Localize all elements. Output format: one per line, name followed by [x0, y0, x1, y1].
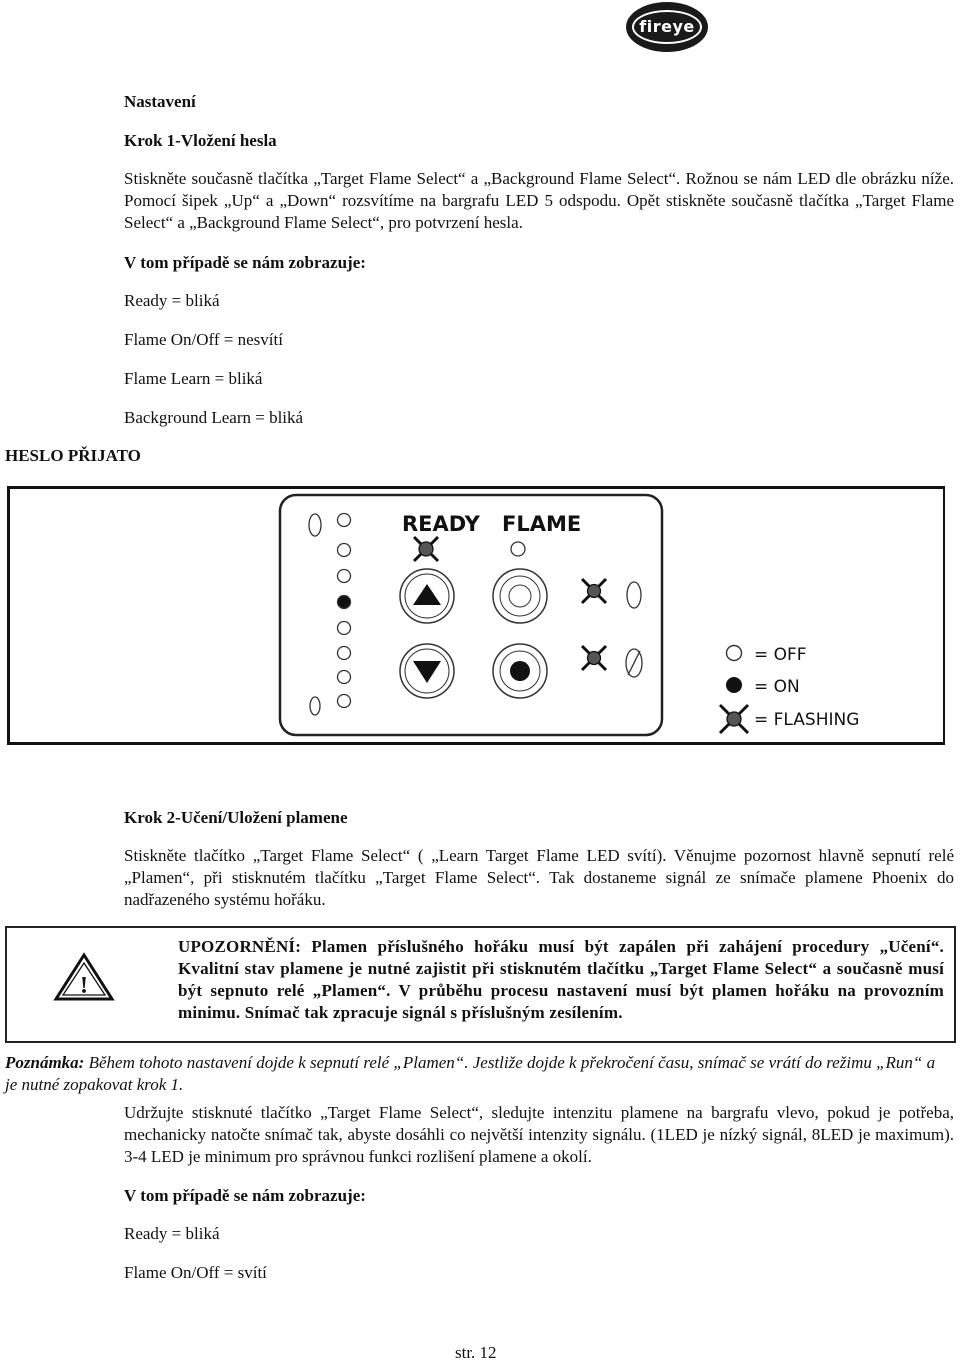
legend-on-icon — [726, 677, 742, 693]
step3-state-ready: Ready = bliká — [124, 1224, 220, 1243]
background-learn-led-flashing — [582, 646, 606, 670]
password-accepted-label: HESLO PŘIJATO — [5, 446, 141, 465]
fireye-logo — [626, 2, 708, 52]
note-label: Poznámka: — [5, 1053, 85, 1072]
step1-title: Krok 1-Vložení hesla — [124, 131, 277, 150]
bargraph-led-2 — [338, 671, 351, 684]
ready-label: READY — [402, 512, 480, 536]
bargraph-bottom-led — [310, 697, 320, 715]
step3-display-heading: V tom případě se nám zobrazuje: — [124, 1186, 366, 1205]
step1-display-heading: V tom případě se nám zobrazuje: — [124, 253, 366, 272]
legend-off-icon — [727, 646, 742, 661]
flame-led-off — [511, 542, 525, 556]
step1-paragraph: Stiskněte současně tlačítka „Target Flame Select“ a „Background Flame Select“. Rožnou se nám LED dle obrázku níže. Pomocí šipek „Up“ a „Down“ rozsvítíme na bargrafu LED 5 odspodu. Opět stiskněte současně tlačítka „Target Flame Select“ a „Background Flame Select“, pro potvrzení hesla. — [124, 169, 954, 232]
bargraph-leds — [309, 514, 351, 716]
bargraph-led-7 — [338, 544, 351, 557]
panel-graphic — [10, 489, 943, 742]
logo-text: fireye — [639, 17, 695, 36]
flame-learn-indicator-icon — [627, 582, 641, 608]
warning-triangle-icon — [53, 952, 115, 1002]
step1-state-background-learn: Background Learn = bliká — [124, 408, 304, 427]
legend-on-label: = ON — [754, 677, 800, 697]
warning-text: UPOZORNĚNÍ: Plamen příslušného hořáku musí být zapálen při zahájení procedury „Učení“. Kvalitní stav plamene je nutné zajistit při stisknutém tlačítku „Target Flame Select“ a současně musí být sepnuto relé „Plamen“. V průběhu procesu nastavení musí být plamen hořáku na provozním minimu. Snímač tak zpracuje signál s příslušným zesílením. — [178, 937, 944, 1022]
step2-title: Krok 2-Učení/Uložení plamene — [124, 808, 348, 827]
step3-paragraph: Udržujte stisknuté tlačítko „Target Flame Select“, sledujte intenzitu plamene na bargrafu vlevo, pokud je potřeba, mechanicky natočte snímač tak, abyste dosáhli co největší intenzity signálu. (1LED je nízký signál, 8LED je maximum). 3-4 LED je minimum pro správnou funkci rozlišení plamene a okolí. — [124, 1103, 954, 1166]
bargraph-led-1 — [338, 695, 351, 708]
flame-label: FLAME — [502, 512, 582, 536]
bargraph-led-4 — [338, 622, 351, 635]
bargraph-led-3 — [338, 647, 351, 660]
round-button-lower-icon — [493, 644, 547, 698]
up-arrow-button-icon — [400, 569, 454, 623]
legend-off-label: = OFF — [754, 645, 807, 665]
page-number: str. 12 — [455, 1343, 497, 1362]
note — [5, 1052, 945, 1096]
step1-state-flame-onoff: Flame On/Off = nesvítí — [124, 330, 283, 349]
step2-paragraph: Stiskněte tlačítko „Target Flame Select“ ( „Learn Target Flame LED svítí). Věnujme pozornost hlavně sepnutí relé „Plamen“, při stisknutém tlačítku „Target Flame Select“. Tak dostaneme signál ze snímače plamene Phoenix do nadřazeného systému hořáku. — [124, 846, 954, 909]
legend — [720, 645, 859, 733]
step3-state-flame-onoff: Flame On/Off = svítí — [124, 1263, 267, 1282]
legend-flashing-label: = FLASHING — [754, 710, 860, 730]
bargraph-led-8 — [338, 514, 351, 527]
round-button-upper-icon — [493, 569, 547, 623]
down-arrow-button-icon — [400, 644, 454, 698]
control-panel-diagram — [7, 486, 945, 745]
flame-learn-led-flashing — [582, 579, 606, 603]
ready-led-flashing — [414, 537, 438, 561]
legend-flashing-icon — [720, 705, 748, 733]
note-text: Během tohoto nastavení dojde k sepnutí relé „Plamen“. Jestliže dojde k překročení času, snímač se vrátí do režimu „Run“ a je nutné zopakovat krok 1. — [5, 1053, 936, 1094]
bargraph-led-6 — [338, 570, 351, 583]
section-heading: Nastavení — [124, 92, 196, 111]
bargraph-led-5-on — [338, 596, 351, 609]
step1-state-ready: Ready = bliká — [124, 291, 220, 310]
background-learn-indicator-icon — [626, 649, 642, 677]
bargraph-top-flashing-led — [309, 514, 321, 536]
warning-symbol: ! — [80, 973, 88, 999]
step1-state-flame-learn: Flame Learn = bliká — [124, 369, 263, 388]
